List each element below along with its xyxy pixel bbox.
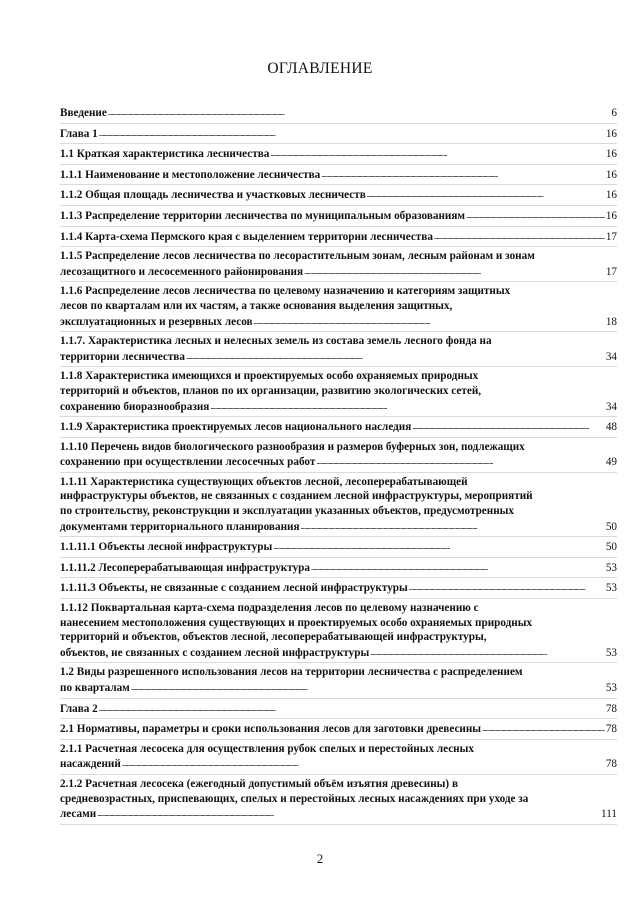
toc-entry[interactable] xyxy=(60,206,617,227)
dot-leader xyxy=(304,264,605,280)
toc-entry-line: территорий и объектов, планов по их организации, развитию экологических сетей, xyxy=(60,384,482,397)
toc-entry[interactable] xyxy=(60,417,617,438)
toc-page-number: 78 xyxy=(605,723,617,736)
toc-entry-title: эксплуатационных и резервных лесов xyxy=(60,315,253,328)
dot-leader xyxy=(97,806,600,822)
dot-leader xyxy=(301,519,605,535)
toc-entry-line: 1.2 Виды разрешенного использования лесов на территории лесничества с распределением xyxy=(60,666,523,679)
toc-entry-line: средневозрастных, приспевающих, спелых и перестойных лесных насаждениях при уходе за xyxy=(60,792,529,805)
dot-leader xyxy=(367,187,605,203)
toc-entry[interactable] xyxy=(60,282,617,332)
toc-entry-title: 1.1.11.3 Объекты, не связанные с созданием лесной инфраструктуры xyxy=(60,582,408,595)
toc-page-number: 16 xyxy=(605,148,617,161)
dot-leader xyxy=(409,580,605,596)
dot-leader xyxy=(311,560,605,576)
toc-entry[interactable] xyxy=(60,332,617,367)
toc-entry-title: 1.1 Краткая характеристика лесничества xyxy=(60,148,270,161)
toc-entry[interactable] xyxy=(60,578,617,599)
toc-page-number: 49 xyxy=(605,456,617,469)
toc-entry[interactable] xyxy=(60,719,617,740)
dot-leader xyxy=(122,756,605,772)
toc-page-number: 17 xyxy=(605,265,617,278)
toc-page-number: 16 xyxy=(605,168,617,181)
toc-entry-line: нанесением местоположения существующих и проектируемых особо охраняемых природных xyxy=(60,616,533,629)
toc-entry-title: лесозащитного и лесосеменного районирования xyxy=(60,265,304,278)
toc-entry[interactable] xyxy=(60,599,617,663)
toc-entry-title: 1.1.3 Распределение территории лесничества по муниципальным образованиям xyxy=(60,209,466,222)
toc-entry-title: сохранению при осуществлении лесосечных работ xyxy=(60,456,316,469)
toc-entry-title: Глава 1 xyxy=(60,127,98,140)
toc-entry-title: Введение xyxy=(60,107,107,119)
toc-entry-title: Глава 2 xyxy=(60,702,98,715)
toc-entry[interactable] xyxy=(60,103,617,124)
toc-entry-line: 1.1.7. Характеристика лесных и нелесных земель из состава земель лесного фонда на xyxy=(60,335,492,348)
toc-page-number: 53 xyxy=(605,582,617,595)
toc-entry[interactable] xyxy=(60,775,617,825)
toc-page-number: 16 xyxy=(605,127,617,140)
toc-entry[interactable] xyxy=(60,247,617,282)
dot-leader xyxy=(186,349,605,365)
toc-entry-title: 1.1.2 Общая площадь лесничества и участковых лесничеств xyxy=(60,189,366,202)
toc-entry-title: 1.1.1 Наименование и местоположение лесничества xyxy=(60,168,321,181)
toc-page-number: 18 xyxy=(605,315,617,328)
dot-leader xyxy=(131,680,605,696)
toc-entry[interactable] xyxy=(60,663,617,698)
table-of-contents xyxy=(60,103,617,825)
toc-entry-line: по строительству, реконструкции и эксплуатации указанных объектов, предусмотренных xyxy=(60,505,514,518)
toc-entry-line: 2.1.2 Расчетная лесосека (ежегодный допустимый объём изъятия древесины) в xyxy=(60,777,458,790)
dot-leader xyxy=(434,229,605,245)
toc-entry-title: объектов, не связанных с созданием лесной инфраструктуры xyxy=(60,646,370,659)
toc-page-number: 16 xyxy=(605,209,617,222)
toc-page-number: 34 xyxy=(605,400,617,413)
toc-entry-line: 1.1.6 Распределение лесов лесничества по целевому назначению и категориям защитных xyxy=(60,285,511,298)
toc-entry[interactable] xyxy=(60,144,617,165)
toc-page-number: 53 xyxy=(605,682,617,694)
dot-leader xyxy=(316,454,604,470)
dot-leader xyxy=(270,146,604,162)
toc-page-number: 78 xyxy=(605,758,617,771)
toc-entry-line: 1.1.10 Перечень видов биологического разнообразия и размеров буферных зон, подлежащих xyxy=(60,440,525,453)
toc-entry-line: лесов по кварталам или их частям, а также основания выделения защитных, xyxy=(60,299,453,312)
toc-entry-title: территории лесничества xyxy=(60,350,185,363)
dot-leader xyxy=(482,721,605,737)
toc-page-number: 53 xyxy=(605,561,617,574)
toc-page-number: 111 xyxy=(601,808,617,821)
toc-page-number: 50 xyxy=(605,520,617,533)
dot-leader xyxy=(412,419,605,435)
toc-entry-title: 1.1.4 Карта-схема Пермского края с выделением территории лесничества xyxy=(60,230,433,243)
toc-entry-title: 1.1.9 Характеристика проектируемых лесов национального наследия xyxy=(60,421,412,434)
toc-page-number: 16 xyxy=(605,189,617,202)
toc-entry-line: 1.1.5 Распределение лесов лесничества по лесорастительным зонам, лесным районам и зонам xyxy=(60,250,535,263)
page-title: ОГЛАВЛЕНИЕ xyxy=(267,60,373,77)
toc-entry-title: насаждений xyxy=(60,758,121,771)
dot-leader xyxy=(370,645,605,661)
dot-leader xyxy=(466,208,605,224)
toc-entry-title: 1.1.11.1 Объекты лесной инфраструктуры xyxy=(60,541,273,554)
dot-leader xyxy=(210,399,604,415)
toc-entry-line: 1.1.12 Поквартальная карта-схема подразделения лесов по целевому назначению с xyxy=(60,602,479,615)
toc-page-number: 34 xyxy=(605,350,617,363)
toc-entry[interactable] xyxy=(60,438,617,473)
dot-leader xyxy=(273,539,605,555)
toc-entry[interactable] xyxy=(60,124,617,145)
toc-page-number: 78 xyxy=(605,702,617,715)
toc-entry-title: 2.1 Нормативы, параметры и сроки использования лесов для заготовки древесины xyxy=(60,723,482,736)
toc-entry-title: 1.1.11.2 Лесоперерабатывающая инфраструктура xyxy=(60,561,310,574)
toc-entry-title: по кварталам xyxy=(60,682,130,694)
toc-entry[interactable] xyxy=(60,537,617,558)
toc-page-number: 50 xyxy=(605,541,617,554)
dot-leader xyxy=(321,167,605,183)
toc-page-number: 17 xyxy=(605,230,617,243)
toc-entry-title: лесами xyxy=(60,808,97,821)
toc-entry[interactable] xyxy=(60,185,617,206)
dot-leader xyxy=(108,105,611,121)
toc-entry-line: инфраструктуры объектов, не связанных с созданием лесной инфраструктуры, мероприятий xyxy=(60,490,533,503)
toc-entry-line: 1.1.11 Характеристика существующих объектов лесной, лесоперерабатывающей xyxy=(60,475,468,488)
toc-page-number: 53 xyxy=(605,646,617,659)
toc-entry-title: документами территориального планирования xyxy=(60,520,300,533)
page-number: 2 xyxy=(316,851,324,866)
dot-leader xyxy=(254,314,605,330)
toc-entry[interactable] xyxy=(60,165,617,186)
toc-entry-line: 1.1.8 Характеристика имеющихся и проектируемых особо охраняемых природных xyxy=(60,370,479,383)
toc-entry[interactable] xyxy=(60,740,617,775)
toc-entry-line: 2.1.1 Расчетная лесосека для осуществления рубок спелых и перестойных лесных xyxy=(60,742,474,755)
toc-entry[interactable] xyxy=(60,227,617,248)
dot-leader xyxy=(99,126,605,142)
toc-entry-line: территорий и объектов, объектов лесной, лесоперерабатывающей инфраструктуры, xyxy=(60,631,487,644)
toc-page-number: 6 xyxy=(611,107,617,119)
toc-entry[interactable] xyxy=(60,473,617,537)
toc-entry[interactable] xyxy=(60,699,617,720)
toc-entry-title: сохранению биоразнообразия xyxy=(60,400,210,413)
toc-entry[interactable] xyxy=(60,558,617,579)
toc-entry[interactable] xyxy=(60,367,617,417)
dot-leader xyxy=(99,701,605,717)
toc-page-number: 48 xyxy=(605,421,617,434)
